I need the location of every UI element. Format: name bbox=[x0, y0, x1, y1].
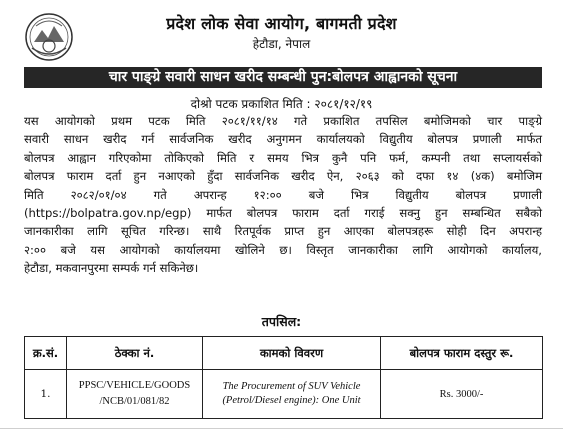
contract-no-line: PPSC/VEHICLE/GOODS bbox=[78, 380, 191, 391]
column-header-fee: बोलपत्र फाराम दस्तुर रू. bbox=[381, 337, 543, 370]
cell-description bbox=[203, 370, 381, 419]
column-header-description: कामको विवरण bbox=[203, 337, 381, 370]
body-line: मिति २०८२/०१/०४ गते अपरान्ह १२:०० बजे भित्र विद्युतीय बोलपत्र प्रणाली bbox=[24, 187, 542, 202]
table-row bbox=[25, 370, 543, 419]
body-line: २:०० बजे यस आयोगको कार्यालयमा खोलिने छ। विस्तृत जानकारीका लागि आयोगको कार्यालय, bbox=[24, 242, 542, 257]
cell-fee: Rs. 3000/- bbox=[381, 370, 543, 419]
body-line: जानकारीका लागि सूचित गरिन्छ। साथै रितपूर्वक प्राप्त हुन आएका बोलपत्रहरू सोही दिन अपरान्ह bbox=[24, 224, 542, 239]
publication-date: दोश्रो पटक प्रकाशित मिति : २०८१/१२/१९ bbox=[190, 97, 373, 111]
body-line: हेटौडा, मकवानपुरमा सम्पर्क गर्न सकिनेछ। bbox=[24, 261, 199, 276]
body-line: बोलपत्र आह्वान गरिएकोमा तोकिएको मिति र समय भित्र कुनै पनि फर्म, कम्पनी तथा सप्लायर्सको bbox=[24, 150, 542, 165]
body-line: यस आयोगको प्रथम पटक मिति २०८१/११/१४ गते प्रकाशित तपसिल बमोजिमको चार पाङ्ग्रे bbox=[24, 114, 542, 128]
tender-table bbox=[24, 336, 543, 419]
column-header-contract-no: ठेक्का नं. bbox=[67, 337, 203, 370]
cell-contract-no bbox=[67, 370, 203, 419]
details-heading: तपसिल: bbox=[261, 314, 302, 329]
description-line: The Procurement of SUV Vehicle bbox=[222, 381, 361, 392]
cell-sn: 1. bbox=[25, 370, 67, 419]
table-header-row bbox=[25, 337, 543, 370]
body-line: (https://bolpatra.gov.np/egp) मार्फत बोलपत्र फाराम दर्ता गराई सक्नु हुन सम्बन्धित सबैको bbox=[24, 206, 542, 221]
organization-location: हेटौडा, नेपाल bbox=[252, 37, 311, 51]
body-line: सवारी साधन खरीद गर्न सार्वजनिक खरीद अनुगमन कार्यालयको विद्युतीय बोलपत्र प्रणाली मार्फत bbox=[24, 132, 542, 147]
notice-title: चार पाङ्ग्रे सवारी साधन खरीद सम्बन्धी पुन:बोलपत्र आह्वानको सूचना bbox=[24, 67, 542, 88]
contract-no-line: /NCB/01/081/82 bbox=[99, 396, 170, 407]
body-line: बोलपत्र फाराम दर्ता हुन नआएको हुँदा सार्वजनिक खरीद ऐन, २०६३ को दफा १४ (४क) बमोजिम bbox=[24, 169, 542, 184]
divider bbox=[0, 428, 563, 429]
description-line: (Petrol/Diesel engine): One Unit bbox=[222, 395, 361, 406]
notice-body bbox=[24, 112, 542, 278]
column-header-sn: क्र.सं. bbox=[25, 337, 67, 370]
organization-name: प्रदेश लोक सेवा आयोग, बागमती प्रदेश bbox=[166, 14, 397, 33]
